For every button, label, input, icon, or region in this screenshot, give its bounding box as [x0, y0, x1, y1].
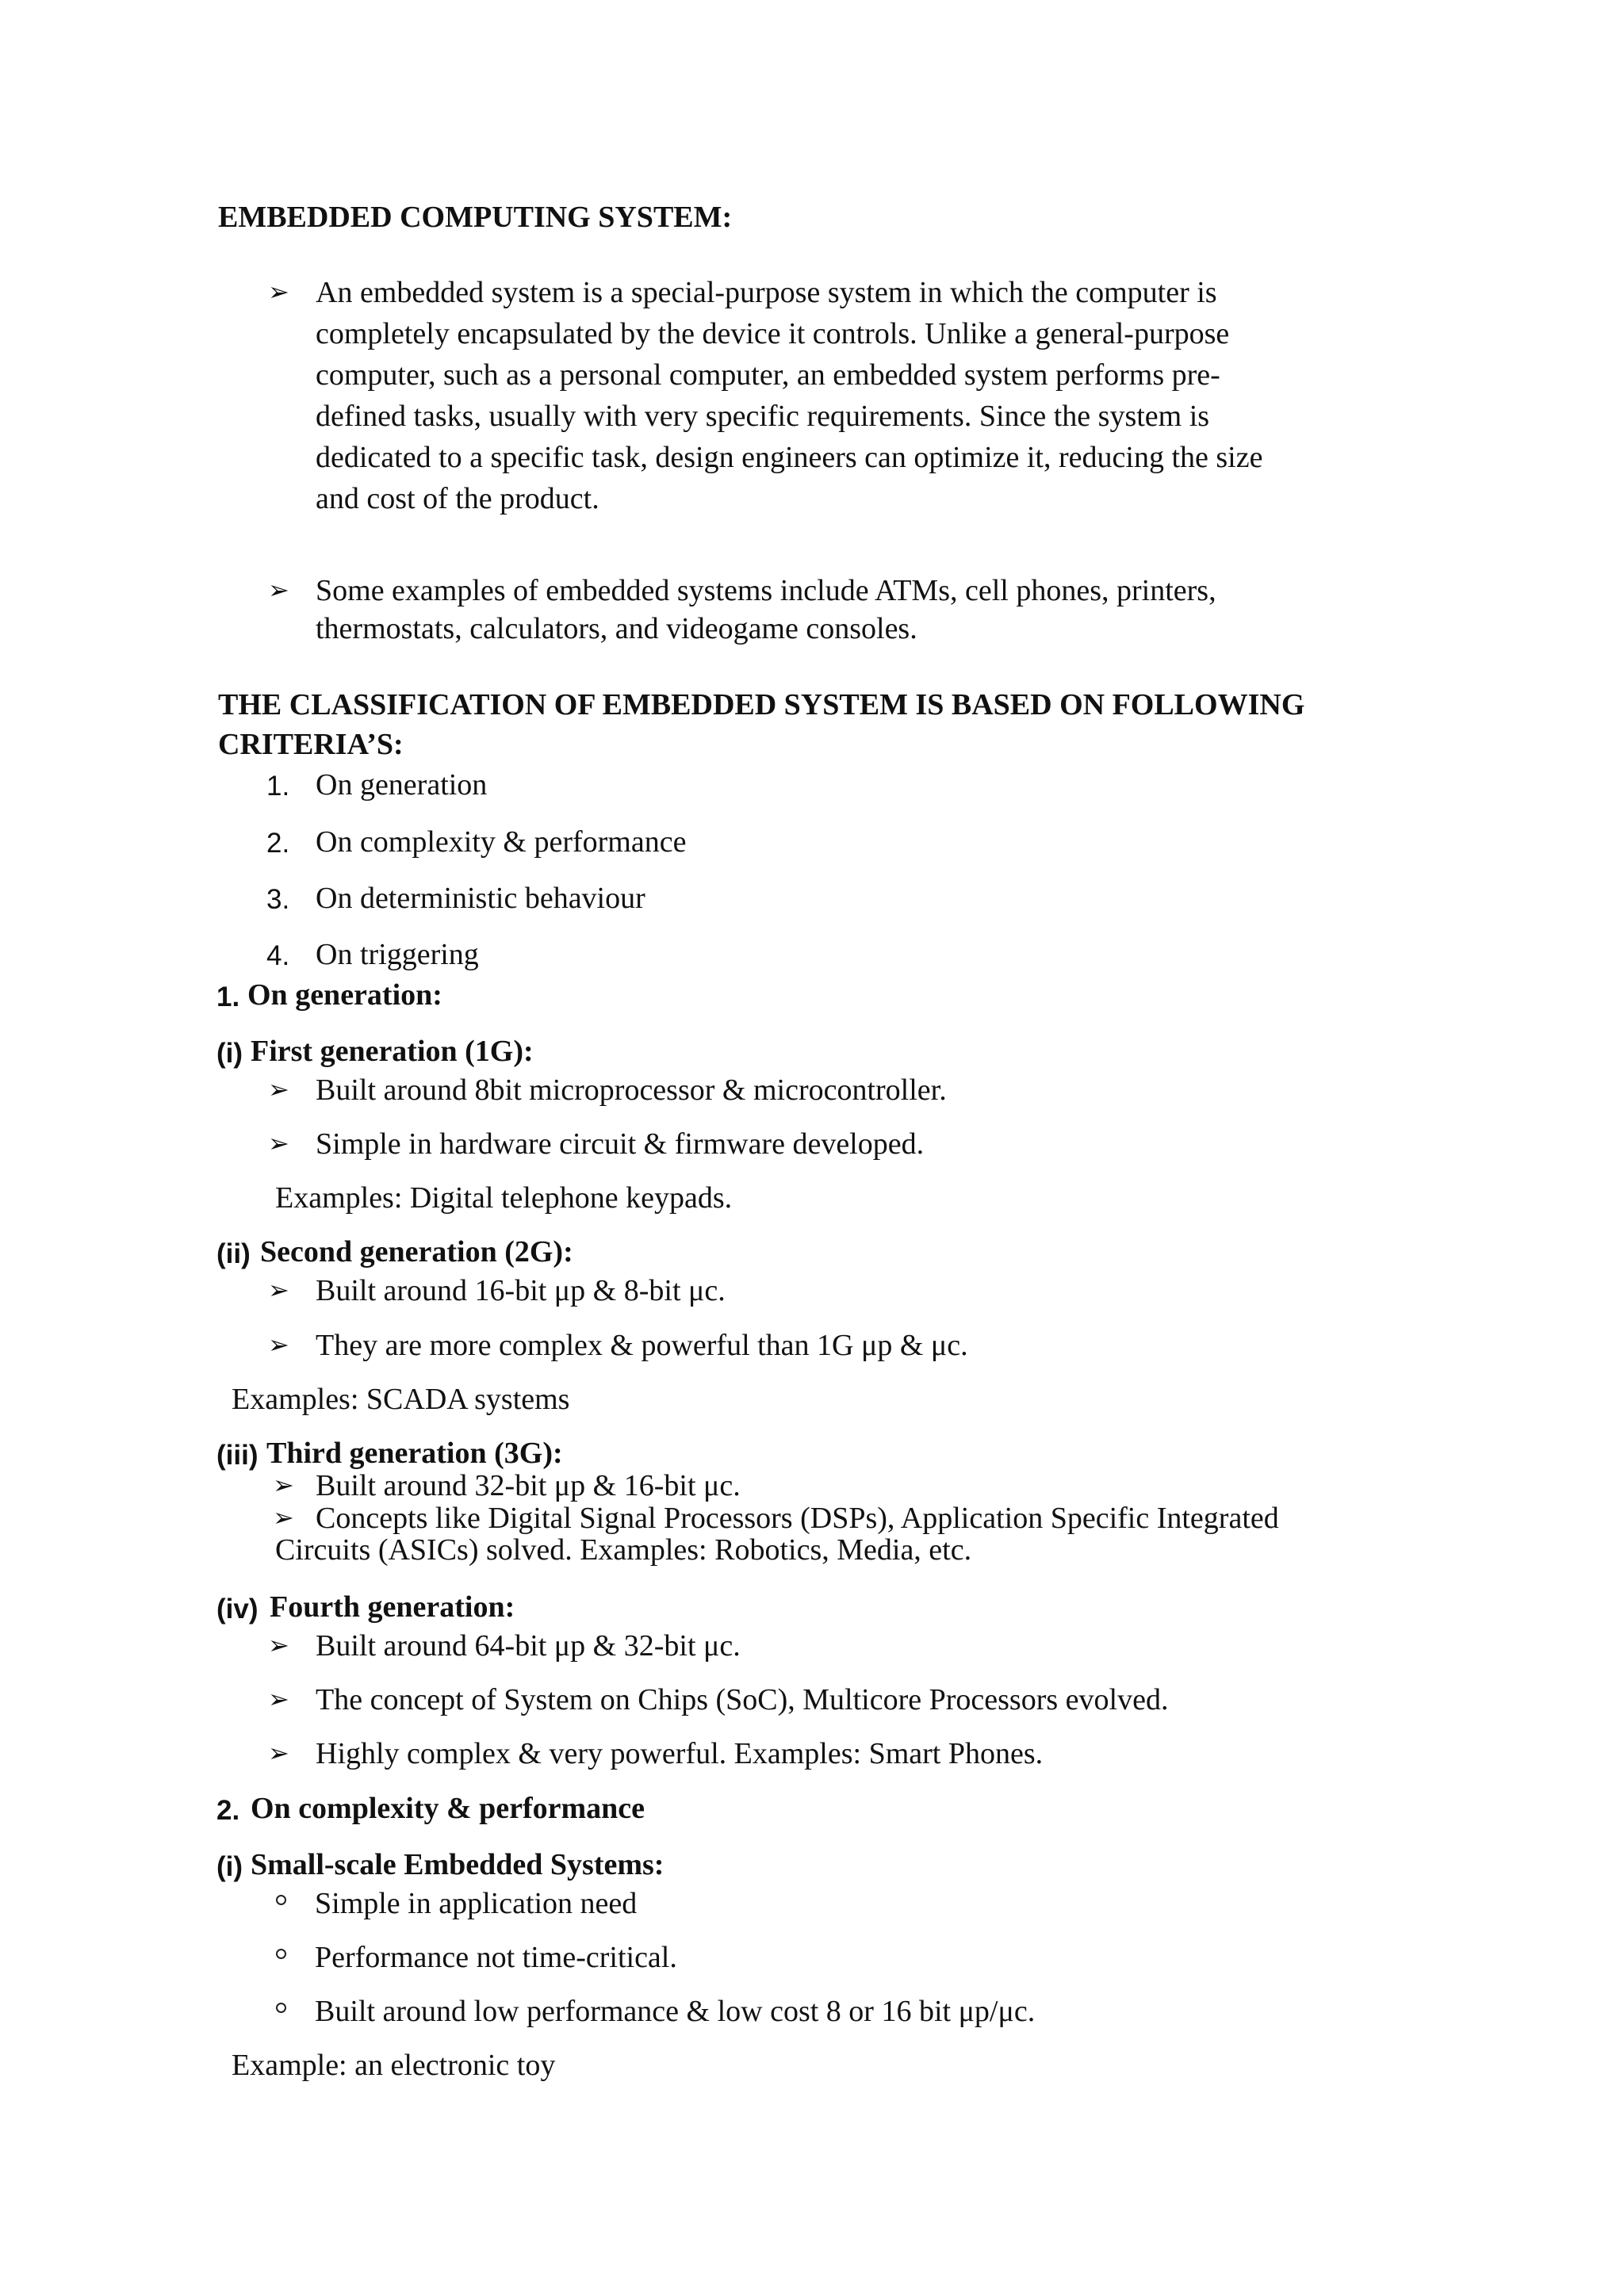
- classification-heading: THE CLASSIFICATION OF EMBEDDED SYSTEM IS BASED ON FOLLOWING: [218, 688, 1305, 721]
- bullet-item-cont: Circuits (ASICs) solved. Examples: Robotics, Media, etc.: [275, 1533, 972, 1567]
- bullet-item: Concepts like Digital Signal Processors (DSPs), Application Specific Integrated: [316, 1502, 1279, 1535]
- paragraph-line: and cost of the product.: [316, 482, 599, 515]
- arrowhead-bullet-icon: ➢: [268, 1630, 289, 1660]
- subsection-label: (iii): [216, 1440, 259, 1471]
- subsection-label: (iv): [216, 1594, 259, 1624]
- subsection-label: (ii): [216, 1238, 251, 1269]
- paragraph-line: computer, such as a personal computer, an embedded system performs pre-: [316, 358, 1220, 392]
- paragraph-line: defined tasks, usually with very specific requirements. Since the system is: [316, 400, 1210, 433]
- arrowhead-bullet-icon: ➢: [268, 1074, 289, 1104]
- section-title: On generation:: [247, 978, 442, 1012]
- arrowhead-bullet-icon: ➢: [268, 1738, 289, 1768]
- section-number: 1.: [216, 982, 240, 1012]
- bullet-item: Simple in hardware circuit & firmware developed.: [316, 1127, 925, 1161]
- arrowhead-bullet-icon: ➢: [268, 1330, 289, 1360]
- bullet-item: Performance not time-critical.: [315, 1941, 677, 1974]
- paragraph-line: thermostats, calculators, and videogame consoles.: [316, 612, 917, 645]
- bullet-item: Built around 32-bit μp & 16-bit μc.: [316, 1469, 741, 1502]
- example-text: Examples: Digital telephone keypads.: [275, 1181, 733, 1215]
- bullet-item: Built around 16-bit μp & 8-bit μc.: [316, 1274, 726, 1307]
- section-number: 2.: [216, 1795, 240, 1826]
- example-text: Examples: SCADA systems: [232, 1383, 570, 1416]
- hollow-circle-bullet-icon: [276, 1895, 286, 1905]
- section-heading: EMBEDDED COMPUTING SYSTEM:: [218, 201, 733, 234]
- arrowhead-bullet-icon: ➢: [273, 1470, 294, 1500]
- paragraph-line: dedicated to a specific task, design engineers can optimize it, reducing the size: [316, 441, 1263, 474]
- bullet-item: Built around 64-bit μp & 32-bit μc.: [316, 1629, 741, 1663]
- list-item: On complexity & performance: [316, 825, 687, 859]
- list-item: On generation: [316, 768, 488, 802]
- arrowhead-bullet-icon: ➢: [268, 1128, 289, 1158]
- bullet-item: The concept of System on Chips (SoC), Multicore Processors evolved.: [316, 1683, 1169, 1716]
- list-number: 4.: [266, 940, 290, 971]
- bullet-item: Built around low performance & low cost 8 or 16 bit μp/μc.: [315, 1995, 1036, 2028]
- list-number: 1.: [266, 771, 290, 802]
- hollow-circle-bullet-icon: [276, 2003, 286, 2013]
- arrowhead-bullet-icon: ➢: [268, 575, 289, 605]
- classification-heading-cont: CRITERIA’S:: [218, 728, 404, 761]
- list-number: 3.: [266, 884, 290, 915]
- arrowhead-bullet-icon: ➢: [268, 1275, 289, 1305]
- subsection-title: Second generation (2G):: [260, 1235, 573, 1269]
- list-item: On triggering: [316, 938, 479, 971]
- subsection-title: First generation (1G):: [251, 1035, 534, 1068]
- paragraph-line: An embedded system is a special-purpose system in which the computer is: [316, 276, 1217, 309]
- bullet-item: Highly complex & very powerful. Examples: Smart Phones.: [316, 1737, 1044, 1770]
- list-number: 2.: [266, 828, 290, 859]
- bullet-item: They are more complex & powerful than 1G μp & μc.: [316, 1329, 968, 1362]
- subsection-title: Small-scale Embedded Systems:: [251, 1848, 665, 1881]
- hollow-circle-bullet-icon: [276, 1949, 286, 1959]
- paragraph-line: Some examples of embedded systems include ATMs, cell phones, printers,: [316, 574, 1216, 607]
- list-item: On deterministic behaviour: [316, 882, 645, 915]
- arrowhead-bullet-icon: ➢: [273, 1502, 294, 1533]
- subsection-label: (i): [216, 1038, 243, 1069]
- section-title: On complexity & performance: [251, 1792, 645, 1825]
- paragraph-line: completely encapsulated by the device it controls. Unlike a general-purpose: [316, 317, 1230, 350]
- bullet-item: Built around 8bit microprocessor & microcontroller.: [316, 1073, 947, 1107]
- bullet-item: Simple in application need: [315, 1887, 638, 1920]
- subsection-title: Third generation (3G):: [266, 1437, 563, 1470]
- example-text: Example: an electronic toy: [232, 2049, 556, 2082]
- subsection-title: Fourth generation:: [270, 1590, 515, 1624]
- subsection-label: (i): [216, 1851, 243, 1882]
- arrowhead-bullet-icon: ➢: [268, 277, 289, 307]
- arrowhead-bullet-icon: ➢: [268, 1684, 289, 1714]
